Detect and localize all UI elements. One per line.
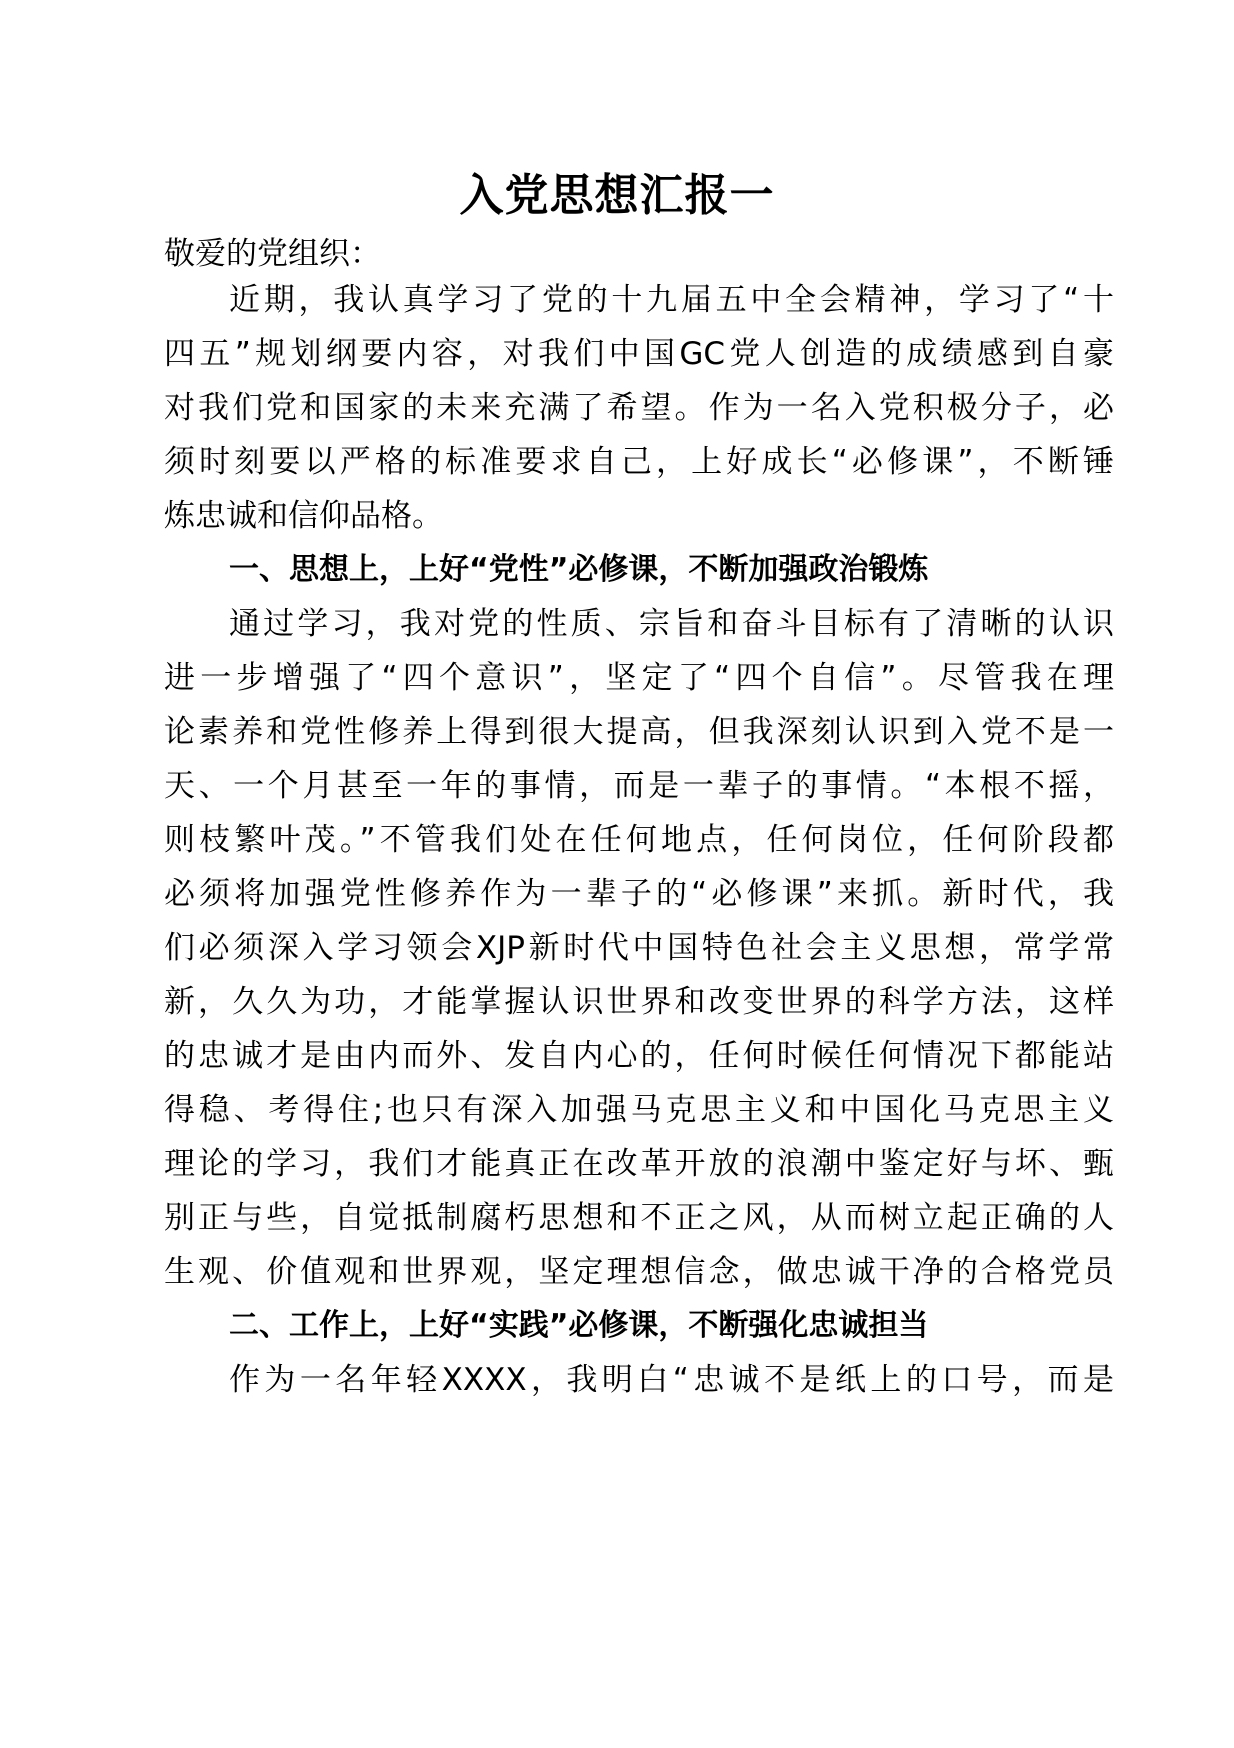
section-heading-2: 二、工作上，上好“实践”必修课，不断强化忠诚担当 xyxy=(229,1308,929,1343)
paragraph-line: 生观、价值观和世界观，坚定理想信念，做忠诚干净的合格党员 xyxy=(164,1254,1114,1290)
paragraph-line: 近期，我认真学习了党的十九届五中全会精神，学习了“十 xyxy=(229,282,1114,318)
section-heading-1: 一、思想上，上好“党性”必修课，不断加强政治锻炼 xyxy=(229,552,929,587)
paragraph-line: 进一步增强了“四个意识”，坚定了“四个自信”。尽管我在理 xyxy=(164,660,1114,696)
paragraph-line: 四五”规划纲要内容，对我们中国GC党人创造的成绩感到自豪 xyxy=(164,336,1114,372)
paragraph-line: 则枝繁叶茂。”不管我们处在任何地点，任何岗位，任何阶段都 xyxy=(164,822,1114,858)
paragraph-line: 通过学习，我对党的性质、宗旨和奋斗目标有了清晰的认识 xyxy=(229,606,1114,642)
paragraph-line: 得稳、考得住;也只有深入加强马克思主义和中国化马克思主义 xyxy=(164,1092,1114,1128)
paragraph-line: 对我们党和国家的未来充满了希望。作为一名入党积极分子，必 xyxy=(164,390,1114,426)
paragraph-line: 们必须深入学习领会XJP新时代中国特色社会主义思想，常学常 xyxy=(164,930,1114,966)
paragraph-line: 新，久久为功，才能掌握认识世界和改变世界的科学方法，这样 xyxy=(164,984,1114,1020)
page-title: 入党思想汇报一 xyxy=(459,170,775,221)
paragraph-line: 别正与些，自觉抵制腐朽思想和不正之风，从而树立起正确的人 xyxy=(164,1200,1114,1236)
paragraph-line: 须时刻要以严格的标准要求自己，上好成长“必修课”，不断锤 xyxy=(164,444,1114,480)
paragraph-line: 论素养和党性修养上得到很大提高，但我深刻认识到入党不是一 xyxy=(164,714,1114,750)
salutation: 敬爱的党组织： xyxy=(164,236,381,272)
paragraph-line: 炼忠诚和信仰品格。 xyxy=(164,498,443,534)
paragraph-line: 作为一名年轻XXXX，我明白“忠诚不是纸上的口号，而是 xyxy=(229,1362,1114,1398)
paragraph-line: 的忠诚才是由内而外、发自内心的，任何时候任何情况下都能站 xyxy=(164,1038,1114,1074)
paragraph-line: 必须将加强党性修养作为一辈子的“必修课”来抓。新时代，我 xyxy=(164,876,1114,912)
paragraph-line: 理论的学习，我们才能真正在改革开放的浪潮中鉴定好与坏、甄 xyxy=(164,1146,1114,1182)
paragraph-line: 天、一个月甚至一年的事情，而是一辈子的事情。“本根不摇， xyxy=(164,768,1114,804)
